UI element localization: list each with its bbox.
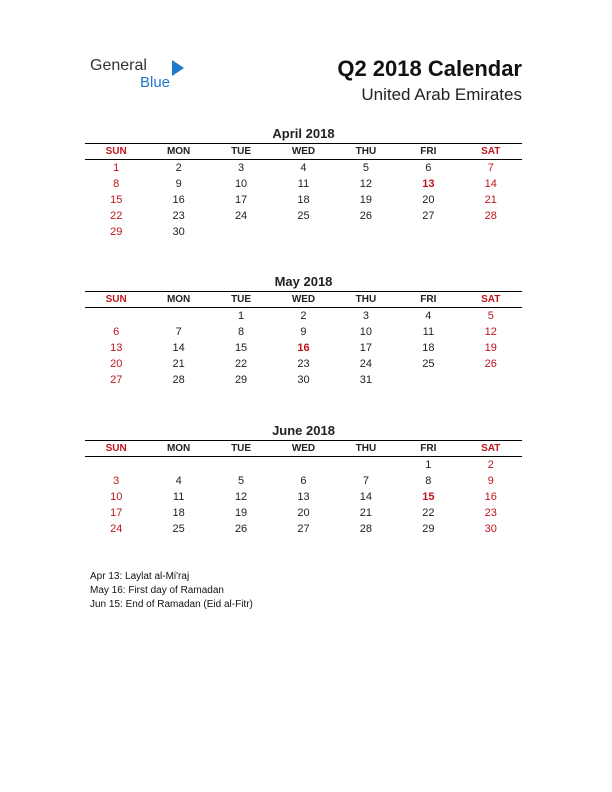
day-cell: 6 xyxy=(300,475,307,487)
day-cell: 13 xyxy=(110,342,123,354)
weekday-header: SUN xyxy=(105,146,127,157)
day-cell: 11 xyxy=(422,326,435,338)
day-cell: 15 xyxy=(110,194,123,206)
weekday-header: FRI xyxy=(420,443,437,454)
month-april xyxy=(85,125,522,240)
days-grid xyxy=(85,308,522,388)
day-cell: 23 xyxy=(297,358,310,370)
logo-triangle-icon xyxy=(172,60,184,76)
days-grid xyxy=(85,457,522,537)
weekday-header: WED xyxy=(291,146,316,157)
weekday-header: THU xyxy=(355,294,377,305)
weekday-header: TUE xyxy=(231,443,252,454)
day-cell: 15 xyxy=(234,342,248,354)
weekday-header: SAT xyxy=(481,443,501,454)
day-cell: 20 xyxy=(297,507,310,519)
day-cell: 1 xyxy=(113,162,120,174)
day-cell: 21 xyxy=(359,507,373,519)
day-cell: 29 xyxy=(110,226,123,238)
day-cell: 24 xyxy=(359,358,373,370)
day-cell: 18 xyxy=(172,507,185,519)
day-cell: 14 xyxy=(172,342,185,354)
day-cell: 13 xyxy=(297,491,310,503)
holiday-note: Apr 13: Laylat al-Mi'raj xyxy=(90,571,190,582)
weekday-header: THU xyxy=(355,146,377,157)
day-cell: 30 xyxy=(484,523,497,535)
day-cell: 9 xyxy=(300,326,307,338)
empty-day-cell xyxy=(147,308,209,324)
day-cell: 16 xyxy=(172,194,185,206)
weekday-header: FRI xyxy=(420,294,437,305)
day-cell: 22 xyxy=(234,358,248,370)
day-cell: 28 xyxy=(359,523,373,535)
day-cell: 16 xyxy=(484,491,497,503)
month-title: May 2018 xyxy=(274,274,333,289)
day-cell: 17 xyxy=(234,194,248,206)
day-cell: 28 xyxy=(484,210,497,222)
weekday-header: TUE xyxy=(231,294,252,305)
day-cell: 5 xyxy=(362,162,369,174)
day-cell: 25 xyxy=(297,210,310,222)
empty-day-cell xyxy=(85,308,147,324)
day-cell: 22 xyxy=(422,507,435,519)
day-cell: 10 xyxy=(234,178,248,190)
day-cell: 30 xyxy=(172,226,185,238)
day-cell: 7 xyxy=(362,475,369,487)
day-cell: 21 xyxy=(484,194,497,206)
weekday-header: WED xyxy=(291,294,316,305)
day-cell: 3 xyxy=(362,310,369,322)
empty-day-cell xyxy=(460,224,522,240)
empty-day-cell xyxy=(147,457,209,473)
day-cell: 20 xyxy=(422,194,435,206)
weekday-header: MON xyxy=(166,443,191,454)
day-cell: 19 xyxy=(234,507,248,519)
day-cell: 24 xyxy=(110,523,123,535)
weekday-header: TUE xyxy=(231,146,252,157)
day-cell: 14 xyxy=(359,491,373,503)
weekday-header: MON xyxy=(166,294,191,305)
day-cell: 9 xyxy=(175,178,182,190)
day-cell: 1 xyxy=(238,310,245,322)
weekday-header: WED xyxy=(291,443,316,454)
day-cell: 3 xyxy=(238,162,245,174)
empty-day-cell xyxy=(335,224,397,240)
day-cell: 6 xyxy=(113,326,120,338)
empty-day-cell xyxy=(335,457,397,473)
day-cell: 8 xyxy=(425,475,432,487)
day-cell: 8 xyxy=(113,178,120,190)
day-cell: 4 xyxy=(175,475,182,487)
day-cell: 20 xyxy=(110,358,123,370)
day-cell: 16 xyxy=(297,342,310,354)
day-cell: 15 xyxy=(422,491,435,503)
day-cell: 25 xyxy=(172,523,185,535)
day-cell: 29 xyxy=(422,523,435,535)
day-cell: 28 xyxy=(172,374,185,386)
empty-day-cell xyxy=(397,224,459,240)
day-cell: 11 xyxy=(172,491,185,503)
day-cell: 30 xyxy=(297,374,310,386)
weekday-header: SUN xyxy=(105,294,127,305)
day-cell: 6 xyxy=(425,162,432,174)
holiday-note: May 16: First day of Ramadan xyxy=(90,585,224,596)
logo-text-blue: Blue xyxy=(140,74,171,91)
day-cell: 2 xyxy=(300,310,307,322)
month-title: April 2018 xyxy=(272,126,335,141)
weekday-header-row xyxy=(85,292,522,307)
empty-day-cell xyxy=(272,457,334,473)
day-cell: 21 xyxy=(172,358,185,370)
day-cell: 10 xyxy=(359,326,373,338)
page-title: Q2 2018 Calendar xyxy=(337,56,522,81)
day-cell: 27 xyxy=(422,210,435,222)
empty-day-cell xyxy=(272,224,334,240)
day-cell: 18 xyxy=(422,342,435,354)
weekday-header: SAT xyxy=(481,146,501,157)
weekday-header: SUN xyxy=(105,443,127,454)
empty-day-cell xyxy=(460,372,522,388)
weekday-header: THU xyxy=(355,443,377,454)
day-cell: 22 xyxy=(110,210,123,222)
day-cell: 14 xyxy=(484,178,497,190)
empty-day-cell xyxy=(397,372,459,388)
logo-text-general: General xyxy=(90,57,147,74)
day-cell: 29 xyxy=(234,374,248,386)
empty-day-cell xyxy=(85,457,147,473)
day-cell: 26 xyxy=(484,358,497,370)
weekday-header-row xyxy=(85,441,522,456)
day-cell: 10 xyxy=(110,491,123,503)
month-may xyxy=(85,273,522,388)
day-cell: 25 xyxy=(422,358,435,370)
weekday-header: MON xyxy=(166,146,191,157)
day-cell: 13 xyxy=(422,178,435,190)
day-cell: 17 xyxy=(110,507,123,519)
day-cell: 4 xyxy=(425,310,432,322)
day-cell: 19 xyxy=(484,342,497,354)
days-grid xyxy=(85,160,522,240)
day-cell: 5 xyxy=(487,310,494,322)
day-cell: 26 xyxy=(234,523,248,535)
day-cell: 18 xyxy=(297,194,310,206)
day-cell: 12 xyxy=(234,491,248,503)
day-cell: 3 xyxy=(113,475,120,487)
day-cell: 9 xyxy=(487,475,494,487)
day-cell: 2 xyxy=(487,459,494,471)
day-cell: 23 xyxy=(172,210,185,222)
day-cell: 2 xyxy=(175,162,182,174)
day-cell: 27 xyxy=(110,374,123,386)
day-cell: 27 xyxy=(297,523,310,535)
day-cell: 19 xyxy=(359,194,373,206)
day-cell: 17 xyxy=(359,342,373,354)
day-cell: 7 xyxy=(175,326,182,338)
day-cell: 4 xyxy=(300,162,307,174)
day-cell: 11 xyxy=(297,178,310,190)
day-cell: 7 xyxy=(487,162,494,174)
empty-day-cell xyxy=(210,224,272,240)
day-cell: 12 xyxy=(359,178,373,190)
month-title: June 2018 xyxy=(272,423,335,438)
day-cell: 1 xyxy=(425,459,432,471)
day-cell: 23 xyxy=(484,507,497,519)
month-june xyxy=(85,422,522,537)
day-cell: 12 xyxy=(484,326,497,338)
weekday-header: FRI xyxy=(420,146,437,157)
generalblue-logo xyxy=(90,57,200,93)
page-subtitle: United Arab Emirates xyxy=(361,85,522,104)
day-cell: 5 xyxy=(238,475,245,487)
day-cell: 26 xyxy=(359,210,373,222)
holiday-notes xyxy=(90,570,253,612)
day-cell: 24 xyxy=(234,210,248,222)
empty-day-cell xyxy=(210,457,272,473)
day-cell: 31 xyxy=(359,374,373,386)
weekday-header: SAT xyxy=(481,294,501,305)
weekday-header-row xyxy=(85,144,522,159)
day-cell: 8 xyxy=(238,326,245,338)
holiday-note: Jun 15: End of Ramadan (Eid al-Fitr) xyxy=(90,599,253,610)
